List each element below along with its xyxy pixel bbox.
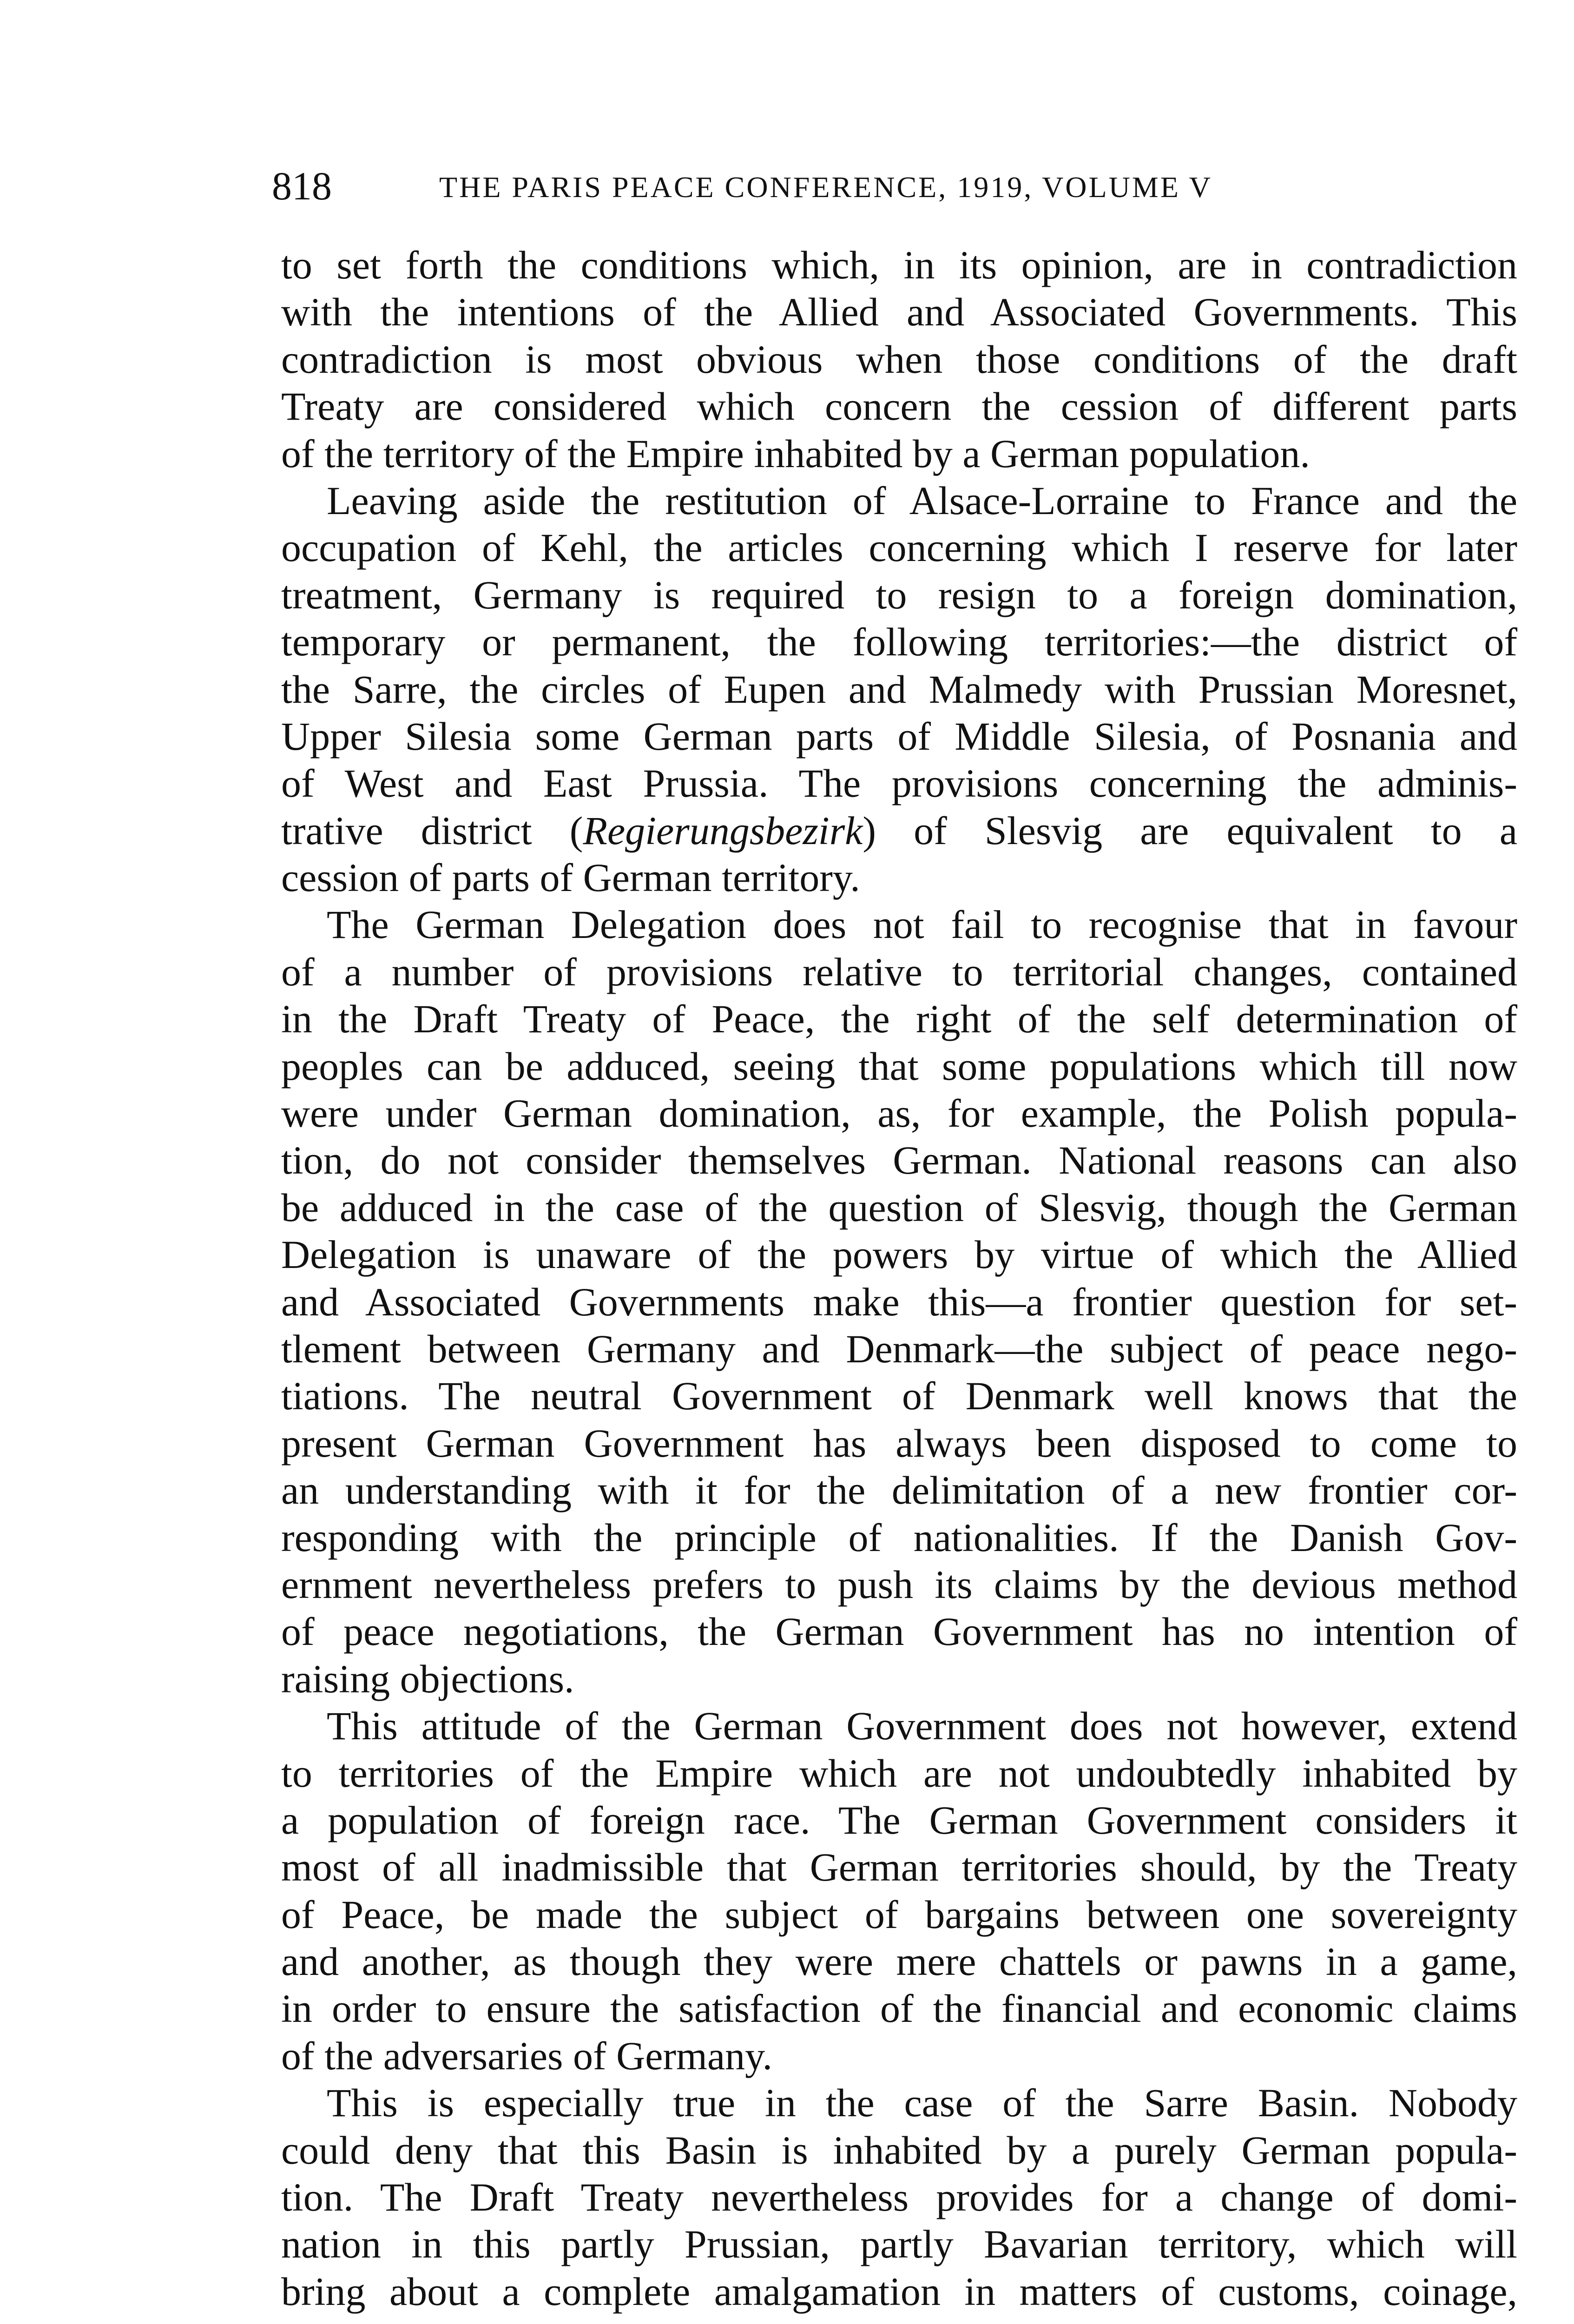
- text-segment: ) of Slesvig are equivalent to a: [863, 808, 1517, 853]
- text-line-with-italic: [281, 807, 1517, 854]
- text-line: an understanding with it for the delimitation of a new frontier cor-: [281, 1468, 1517, 1513]
- text-line: Delegation is unaware of the powers by virtue of which the Allied: [281, 1232, 1517, 1277]
- text-line: in order to ensure the satisfaction of the financial and economic claims: [281, 1986, 1517, 2031]
- text-line: of a number of provisions relative to territorial changes, contained: [281, 949, 1517, 994]
- text-line: responding with the principle of nationalities. If the Danish Gov-: [281, 1515, 1517, 1560]
- text-line: most of all inadmissible that German territories should, by the Treaty: [281, 1845, 1517, 1890]
- text-line: be adduced in the case of the question of Slesvig, though the German: [281, 1185, 1517, 1230]
- text-line: in the Draft Treaty of Peace, the right of the self determination of: [281, 997, 1517, 1042]
- text-line: to territories of the Empire which are not undoubtedly inhabited by: [281, 1750, 1517, 1796]
- text-line: of West and East Prussia. The provisions concerning the adminis-: [281, 761, 1517, 806]
- text-line: ernment nevertheless prefers to push its claims by the devious method: [281, 1562, 1517, 1607]
- text-line: of peace negotiations, the German Government has no intention of: [281, 1609, 1517, 1654]
- paragraph-first-line: The German Delegation does not fail to recognise that in favour: [327, 902, 1517, 947]
- text-line: temporary or permanent, the following territories:—the district of: [281, 620, 1517, 665]
- text-line: present German Government has always been disposed to come to: [281, 1420, 1517, 1466]
- text-line: tion, do not consider themselves German. National reasons can also: [281, 1138, 1517, 1183]
- running-head: [272, 163, 1341, 209]
- text-line: occupation of Kehl, the articles concerning which I reserve for later: [281, 525, 1517, 570]
- text-line: of the territory of the Empire inhabited by a German population.: [281, 431, 1310, 476]
- text-line: contradiction is most obvious when those conditions of the draft: [281, 337, 1517, 382]
- page-number: 818: [272, 164, 332, 208]
- paragraph-first-line: Leaving aside the restitution of Alsace-Lorraine to France and the: [327, 478, 1517, 523]
- text-line: were under German domination, as, for example, the Polish popula-: [281, 1091, 1517, 1136]
- text-line: to set forth the conditions which, in its opinion, are in contradiction: [281, 243, 1517, 287]
- text-segment: trative district (: [281, 808, 583, 853]
- body-text: [281, 242, 1517, 2315]
- text-line: peoples can be adduced, seeing that some populations which till now: [281, 1043, 1517, 1089]
- text-line: tlement between Germany and Denmark—the subject of peace nego-: [281, 1326, 1517, 1371]
- text-line: Treaty are considered which concern the cession of different parts: [281, 384, 1517, 429]
- text-line: treatment, Germany is required to resign to a foreign domination,: [281, 572, 1517, 617]
- text-line: with the intentions of the Allied and Associated Governments. This: [281, 290, 1517, 335]
- text-line: the Sarre, the circles of Eupen and Malmedy with Prussian Moresnet,: [281, 667, 1517, 712]
- text-line: raising objections.: [281, 1656, 574, 1701]
- text-line: tiations. The neutral Government of Denmark well knows that the: [281, 1373, 1517, 1419]
- paragraph-first-line: This is especially true in the case of the Sarre Basin. Nobody: [327, 2080, 1517, 2126]
- text-line: of the adversaries of Germany.: [281, 2033, 773, 2078]
- text-line: cession of parts of German territory.: [281, 855, 860, 900]
- text-line: tion. The Draft Treaty nevertheless provides for a change of domi-: [281, 2175, 1517, 2220]
- text-line: and another, as though they were mere chattels or pawns in a game,: [281, 1939, 1517, 1984]
- text-line: and Associated Governments make this—a frontier question for set-: [281, 1279, 1517, 1324]
- paragraph-first-line: This attitude of the German Government does not however, extend: [327, 1703, 1517, 1749]
- text-line: could deny that this Basin is inhabited by a purely German popula-: [281, 2127, 1517, 2172]
- text-line: bring about a complete amalgamation in matters of customs, coinage,: [281, 2269, 1517, 2314]
- running-title: THE PARIS PEACE CONFERENCE, 1919, VOLUME V: [439, 171, 1212, 204]
- text-line: of Peace, be made the subject of bargains between one sovereignty: [281, 1892, 1517, 1937]
- text-line: nation in this partly Prussian, partly Bavarian territory, which will: [281, 2222, 1517, 2267]
- italic-term: Regierungsbezirk: [583, 808, 863, 853]
- text-line: a population of foreign race. The German Government considers it: [281, 1797, 1517, 1842]
- text-line: Upper Silesia some German parts of Middle Silesia, of Posnania and: [281, 713, 1517, 759]
